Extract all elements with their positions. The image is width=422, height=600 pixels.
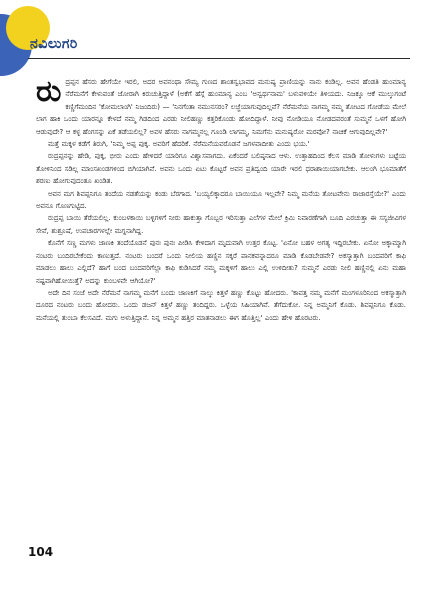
title-divider xyxy=(28,58,410,59)
article-paragraph: ಅವನ ಮಗ ಶಿವಪ್ಪನಿಗೂ ತಂದೆಯ ನಡತೆಯನ್ನು ಕಂಡು ಬೆರಗಾದ. 'ಬಯ್ಯಲಿಕ್ಕಾದರೂ ಬಾಯಿಯೂ ಇಲ್ಲವೇ? ನಿಮ್ಮ ಮನೆಯ ತೋಟವೇನು ರಾಜಾರಸ್ತೆಯೇ?' ಎಂದು ಅವನೂ ಗೊಣಗುಟ್ಟಿದ. xyxy=(36,189,406,211)
page-number: 104 xyxy=(28,545,54,559)
article-paragraph: ಮತ್ತೆ ಮಕ್ಕಳ ಕಡೆಗೆ ತಿರುಗಿ, 'ನಿಮ್ಮ ಅಪ್ಪ ಪುಕ್ಕ. ಅವರಿಗೆ ಹೆದರಿಕೆ. ನೆರೆಮನೆಯವರೊಡನೆ ಜಗಳವಾದೀತು ಎಂದು ಭಯ.' xyxy=(48,140,310,149)
article-body xyxy=(36,76,406,324)
article-paragraph xyxy=(36,76,406,138)
drop-cap: ರು xyxy=(36,74,62,109)
article-paragraph: ರುದ್ರಪ್ಪನನ್ನು ಹೇಡಿ, ಪುಕ್ಕ, ಭೀರು ಎಂದು ಹೇಳಿದರೆ ಯಾರಿಗೂ ವಿಶ್ವಾಸವಾಗದು. ಏಕೆಂದರೆ ಬಲಿಷ್ಠನಾದ ಆಳು. ಉತ್ತಾಹದಿಂದ ಕೆಲಸ ಮಾಡಿ ತೋಳುಗಳು ಬಟ್ಟೆಯ ತೋಳಿನಿಂದ ಸಡಿಲ್ಲ ಮಾಂಸಖಂಡಗಳಿಂದ ಬಿಗಿಯಾಗಿವೆ. ಅವನು ಒಂದು ಏಟು ಕೊಟ್ಟರೆ ಅವನ ಪ್ರತಿದ್ವಂದಿ ಯಾರೇ ಇರಲಿ ಧರಾಶಾಯಿಯಾಗಬೇಕು. ಆಲಂಗಿ ಭೂಮಾತೆಗೆ ಶರಣು ಹೋಗುವುದಂತೂ ಖಂಡಿತ. xyxy=(36,152,406,186)
article-paragraph: ಅದೇ ದಿನ ಸಂಜೆ ಅದೇ ನೆರೆಮನೆ ನಾಗಮ್ಮ ಮನೆಗೆ ಬಂದು ಜಾಣಕಿಗೆ ನಾಲ್ಕು ಕಿತ್ತಳೆ ಹಣ್ಣು ಕೊಟ್ಟು ಹೋದರು. 'ಕಾವತ್ತ ನಮ್ಮ ಮನೆಗೆ ಮಂಗಳೂರಿನಿಂದ ಅಕಸ್ಮಾತ್ತಾಗಿ ದೂರದ ನಂಟರು ಬಂದು ಹೋದರು. ಒಂದು ಡಜನ್ ಕಿತ್ತಳೆ ಹಣ್ಣು ತಂದಿದ್ದರು. ಒಳ್ಳೆಯ ಸಿಹಿಯಾಗಿವೆ. ತೆಗೆದುಕೋ. ನಿನ್ನ ಅಮ್ಮನಿಗೆ ಕೊಡು. ಶಿವಪ್ಪನಿಗೂ ಕೊಡು. ಮನೆಯಲ್ಲಿ ತುಂಬಾ ಕೆಲಸವಿದೆ. ಮಗು ಅಳುತ್ತಿದ್ದಾನೆ. ನಿನ್ನ ಅಮ್ಮನ ಹತ್ತಿರ ಮಾತನಾಡಲು ಈಗ ಹೊತ್ತಿಲ್ಲ' ಎಂದು ಹೇಳಿ ಹೊರಟರು. xyxy=(36,288,406,322)
paragraph-text: ದ್ರಪ್ಪನ ಹೆಸರು ಹೇಗೆಯೇ ಇರಲಿ, ಅದರ ಅವನಂಥಾ ಸೌಮ್ಯ ಗುಣದ ಶಾಂತಸ್ವಭಾವದ ಮನುಷ್ಯ ಪ್ರಾಣಿಯನ್ನು ನಾನು ಕಂಡಿಲ್ಲ. ಅವನ ಹೆಂಡತಿ ಹುಂಮಾನ್ಯ ನೆರೆಮನೆಗೆ ಕೇಳುವಂತೆ ಜೋರಾಗಿ ಕಿರುಚುತ್ತಿದ್ದಾಳೆ (ಅಕೆಗೆ ಹೆಸ್ಗೆ ಹುಂಮಾನ್ಯ ಎಂಬ 'ಅನ್ವರ್ಥನಾಮ' ಬಳುವಳಿಯೇ ತಿಳಿಯದು. ನಿಜಕ್ಕೂ ಆಕೆ ಮುಲ್ಕುಗಂಟೆ ಕಣ್ಣಿಗೆಮಂದಿನ 'ಕೋಮಲಾಂಗಿ' ನಿಜಂದಿರು) — 'ನಿನಗೆಂತಾ ನಮುನಸರಂ? ಲಜ್ಜೆಯಾಗುವುದಿಲ್ಲವೆ? ನೆರೆಮನೆಯ ನಾಗಮ್ಮ ನಮ್ಮ ತೋಟದ ಗೋಡೆಯ ಮೇಲೆ ಲಾಗ ಹಾಕಿ ಒಂದು ಯಾರನ್ನೂ ಕೇಳದೆ ನಮ್ಮ ಗಿಡದಿಂದ ಎರಡು ನೀಲಿಹಣ್ಣು ಕತ್ತರಿಕೊಂಡು ಹೋದಿದ್ದಾಳೆ. ನೀವು ನೋಡಿಯೂ ನೋಡದವರಂತೆ ಸುಮ್ಮನೆ ಒಳಗೆ ಹೋಗಿ ಆಡುವುದೇ? ಆ ಕಳ್ಳ ಹೆಂಗಸನ್ನು ಏಕೆ ತಡೆಯಲಿಲ್ಲ? ಅವಳ ಹೆಸರು ನಾಗಮ್ಮನಲ್ಲ ಗೂಂಡಿ ಲಾಗಮ್ಮ, ನಿಮಗೆನು ಮನುಷ್ಯರೋ ಮರವೋ? ನಾಚಿಕೆ ಆಗುವುದಿಲ್ಲವೇ?' xyxy=(36,78,406,136)
section-title: ನವಿಲುಗರಿ xyxy=(30,36,78,52)
article-paragraph: ಕೊನೆಗೆ ಸಣ್ಣ ಮಗಳು ಜಾಣಕಿ ತಂದೆಯೊಡನೆ ಪುನಃ ಪುನಃ ಪೀಡಿಸಿ ಕೇಳಿದಾಗ ಮೃದುವಾಗಿ ಉತ್ತರ ಕೊಟ್ಟ. 'ಏನೋ ಬಹಳ ಅಗತ್ಯ ಇದ್ದಿರಬೇಕು. ಏನೋ ಅಕ್ಕಾಮ್ಮಾಗಿ ನಂಟರು ಬಂದಿರಬೇಕೆಂದು ಕಾಣುತ್ತದೆ. ನಂಟರು ಬಂದರೆ ಒಂದು ನೀಲಿಯ ಹಣ್ಣಿನ ಸಕ್ಕರೆ ಪಾನಕವನ್ನಾದರೂ ಮಾಡಿ ಕೊಡಬೇಡವೇ? ಅಕಸ್ಮಾತ್ತಾಗಿ ಬಂದವರಿಗೆ ಕಾಫಿ ಮಾಡಲು ಹಾಲು ಎಲ್ಲಿದೆ? ಹಾಗೆ ಬಂದ ಬಂದವರಿಗೆಲ್ಲಾ ಕಾಫಿ ಕುಡಿಸಿದರೆ ನಮ್ಮ ಮಕ್ಕಳಿಗೆ ಹಾಲು ಎಲ್ಲಿ ಉಳಿದೀತು? ಸುಮ್ಮನೆ ಎರಡು ನೀಲಿ ಹಣ್ಣಿನಲ್ಲಿ ಏನು ಮಹಾ ನಷ್ಟವಾಗಿಹೋಯಿತ್ತೆ? ಅದನ್ನು ಕುಂಬಳವೇ ಆಗಿಯೋ?' xyxy=(36,239,406,285)
article-paragraph: ರುದ್ರಪ್ಪ ಬಾಯಿ ತೆರೆಯಲಿಲ್ಲ. ಕುಂಬಳಕಾಯಿ ಬಳ್ಳಿಗಳಿಗೆ ನೀರು ಹಾಕುತ್ತಾ ಗೊಬ್ಬರ ಇರಿಸುತ್ತಾ ಎಲೆಗಳ ಮೇಲೆ ಕ್ರಿಮಿ ನಿವಾರಣೆಗಾಗಿ ಬೂದಿ ಎರಚುತ್ತಾ ಈ ಸಸ್ಯಜೀವಿಗಳ ಸೇವೆ, ಶುಶ್ರೂಷೆ, ಉಪಚಾರಗಳಲ್ಲೇ ಮಗ್ನನಾಗಿದ್ದ. xyxy=(36,214,406,235)
